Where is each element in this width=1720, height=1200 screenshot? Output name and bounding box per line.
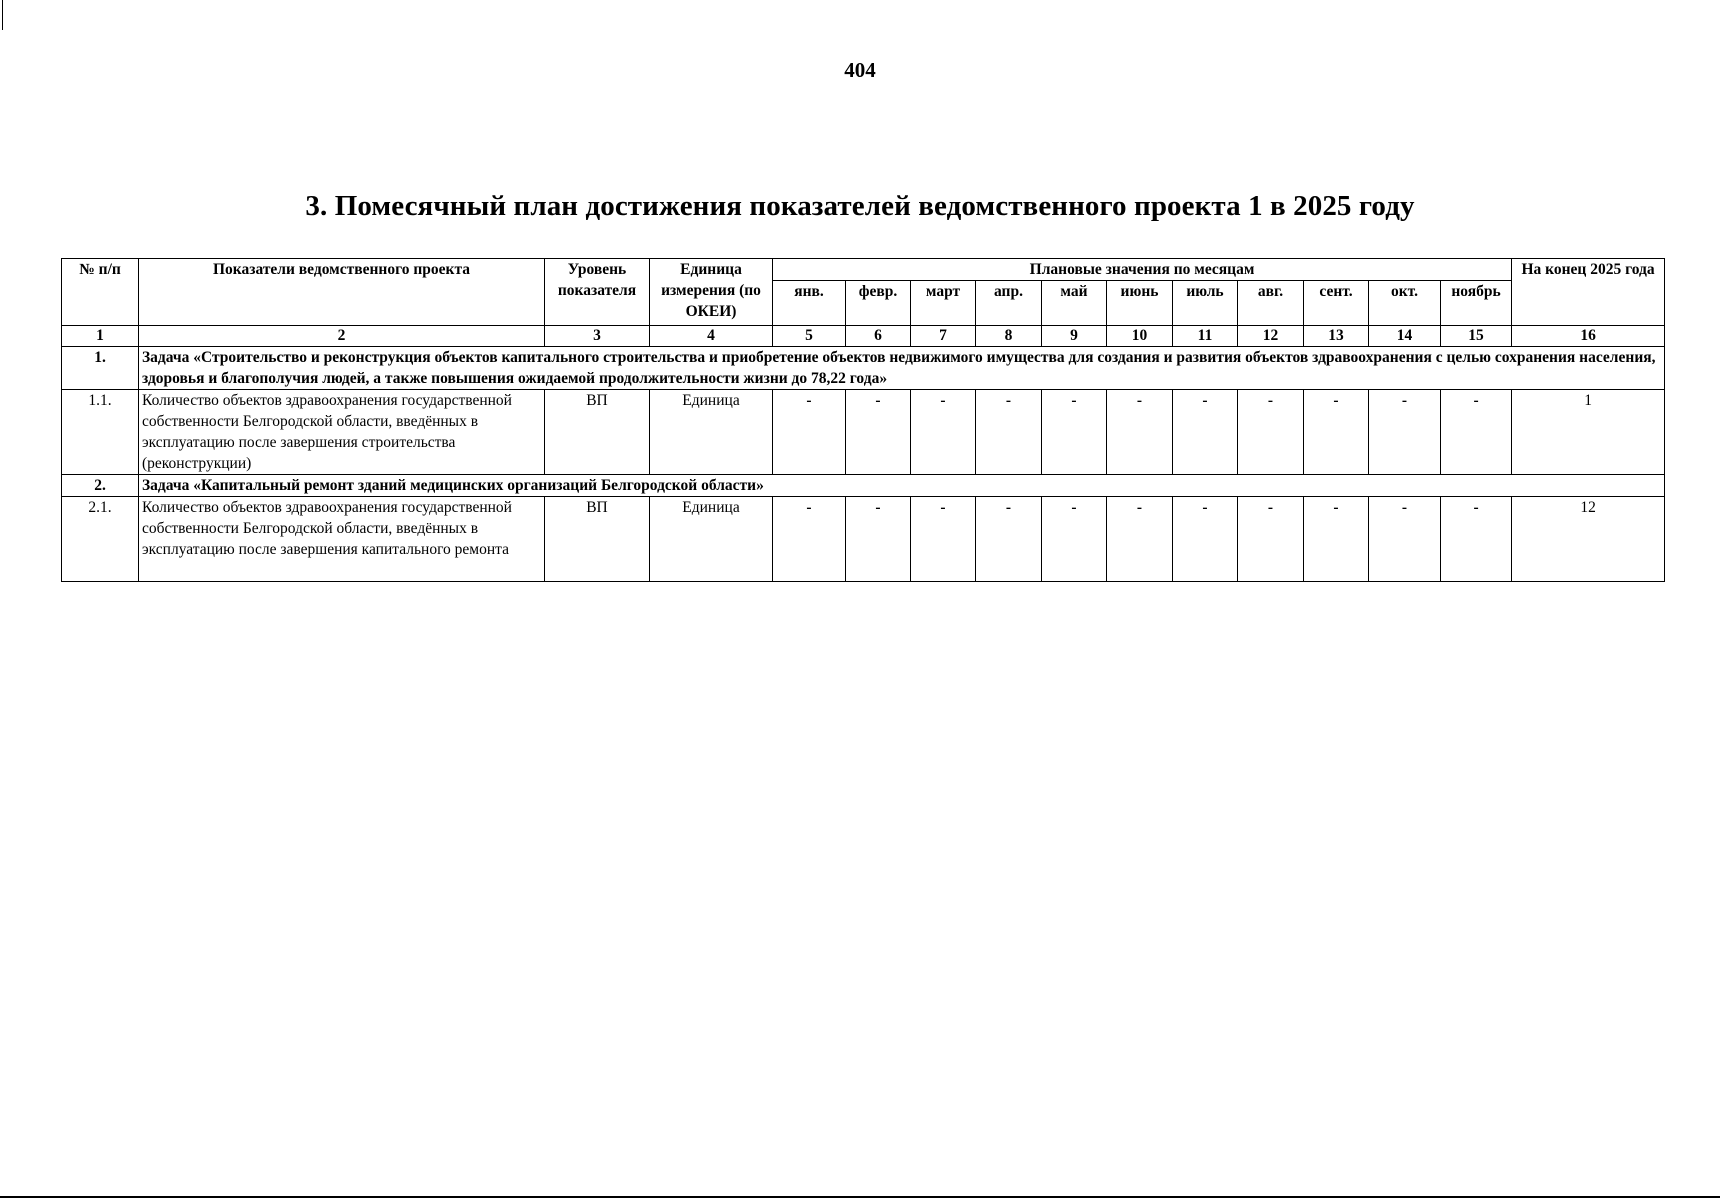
column-number: 11 (1173, 326, 1238, 347)
task-row (62, 347, 1665, 390)
column-number: 8 (976, 326, 1042, 347)
scan-bottom-edge (0, 1196, 1720, 1198)
column-number: 6 (846, 326, 911, 347)
row-month-value: - (773, 390, 846, 475)
row-month-value: - (1441, 390, 1512, 475)
header-month: апр. (976, 281, 1042, 326)
row-month-value: - (1238, 497, 1304, 582)
row-month-value: - (1107, 497, 1173, 582)
task-number: 1. (62, 347, 139, 390)
page-title: 3. Помесячный план достижения показателей ведомственного проекта 1 в 2025 году (305, 190, 1415, 222)
table-row (62, 390, 1665, 475)
header-month: окт. (1369, 281, 1441, 326)
row-month-value: - (1107, 390, 1173, 475)
header-month: февр. (846, 281, 911, 326)
row-month-value: - (1042, 390, 1107, 475)
column-number: 13 (1304, 326, 1369, 347)
row-unit: Единица (650, 497, 773, 582)
row-month-value: - (1441, 497, 1512, 582)
task-row (62, 475, 1665, 497)
header-month: янв. (773, 281, 846, 326)
row-month-value: - (976, 390, 1042, 475)
header-month: май (1042, 281, 1107, 326)
row-month-value: - (911, 390, 976, 475)
row-month-value: - (773, 497, 846, 582)
row-month-value: - (1042, 497, 1107, 582)
row-month-value: - (846, 390, 911, 475)
task-title: Задача «Строительство и реконструкция объектов капитального строительства и приобретение объектов недвижимого имущества для создания и развития объектов здравоохранения с целью сохранения населения, здоровья и благополучия людей, а также повышения ожидаемой продолжительности жизни до 78,22 года» (139, 347, 1665, 390)
task-number: 2. (62, 475, 139, 497)
header-month: авг. (1238, 281, 1304, 326)
column-number: 3 (545, 326, 650, 347)
row-month-value: - (1173, 390, 1238, 475)
scan-edge-line (2, 0, 3, 30)
header-num: № п/п (62, 259, 139, 326)
column-number-row (62, 326, 1665, 347)
column-number: 12 (1238, 326, 1304, 347)
header-month: июнь (1107, 281, 1173, 326)
task-title: Задача «Капитальный ремонт зданий медицинских организаций Белгородской области» (139, 475, 1665, 497)
header-month: июль (1173, 281, 1238, 326)
row-end-of-year: 1 (1512, 390, 1665, 475)
header-end-of-year: На конец 2025 года (1512, 259, 1665, 326)
row-indicator: Количество объектов здравоохранения государственной собственности Белгородской области, введённых в эксплуатацию после завершения капитального ремонта (139, 497, 545, 582)
column-number: 1 (62, 326, 139, 347)
header-month: март (911, 281, 976, 326)
row-end-of-year: 12 (1512, 497, 1665, 582)
row-indicator: Количество объектов здравоохранения государственной собственности Белгородской области, введённых в эксплуатацию после завершения строительства (реконструкции) (139, 390, 545, 475)
row-month-value: - (1238, 390, 1304, 475)
header-unit: Единица измерения (по ОКЕИ) (650, 259, 773, 326)
row-month-value: - (1173, 497, 1238, 582)
row-month-value: - (1369, 390, 1441, 475)
page-number: 404 (844, 58, 876, 82)
table-row (62, 497, 1665, 582)
column-number: 2 (139, 326, 545, 347)
row-level: ВП (545, 390, 650, 475)
monthly-plan-table (61, 258, 1665, 582)
column-number: 9 (1042, 326, 1107, 347)
header-level: Уровень показателя (545, 259, 650, 326)
column-number: 4 (650, 326, 773, 347)
row-month-value: - (1304, 390, 1369, 475)
column-number: 15 (1441, 326, 1512, 347)
row-number: 1.1. (62, 390, 139, 475)
header-indicators: Показатели ведомственного проекта (139, 259, 545, 326)
header-monthly: Плановые значения по месяцам (773, 259, 1512, 281)
column-number: 5 (773, 326, 846, 347)
row-month-value: - (1304, 497, 1369, 582)
header-month: ноябрь (1441, 281, 1512, 326)
column-number: 14 (1369, 326, 1441, 347)
row-month-value: - (1369, 497, 1441, 582)
row-unit: Единица (650, 390, 773, 475)
column-number: 10 (1107, 326, 1173, 347)
column-number: 16 (1512, 326, 1665, 347)
header-month: сент. (1304, 281, 1369, 326)
column-number: 7 (911, 326, 976, 347)
row-month-value: - (976, 497, 1042, 582)
row-number: 2.1. (62, 497, 139, 582)
row-month-value: - (846, 497, 911, 582)
row-level: ВП (545, 497, 650, 582)
row-month-value: - (911, 497, 976, 582)
